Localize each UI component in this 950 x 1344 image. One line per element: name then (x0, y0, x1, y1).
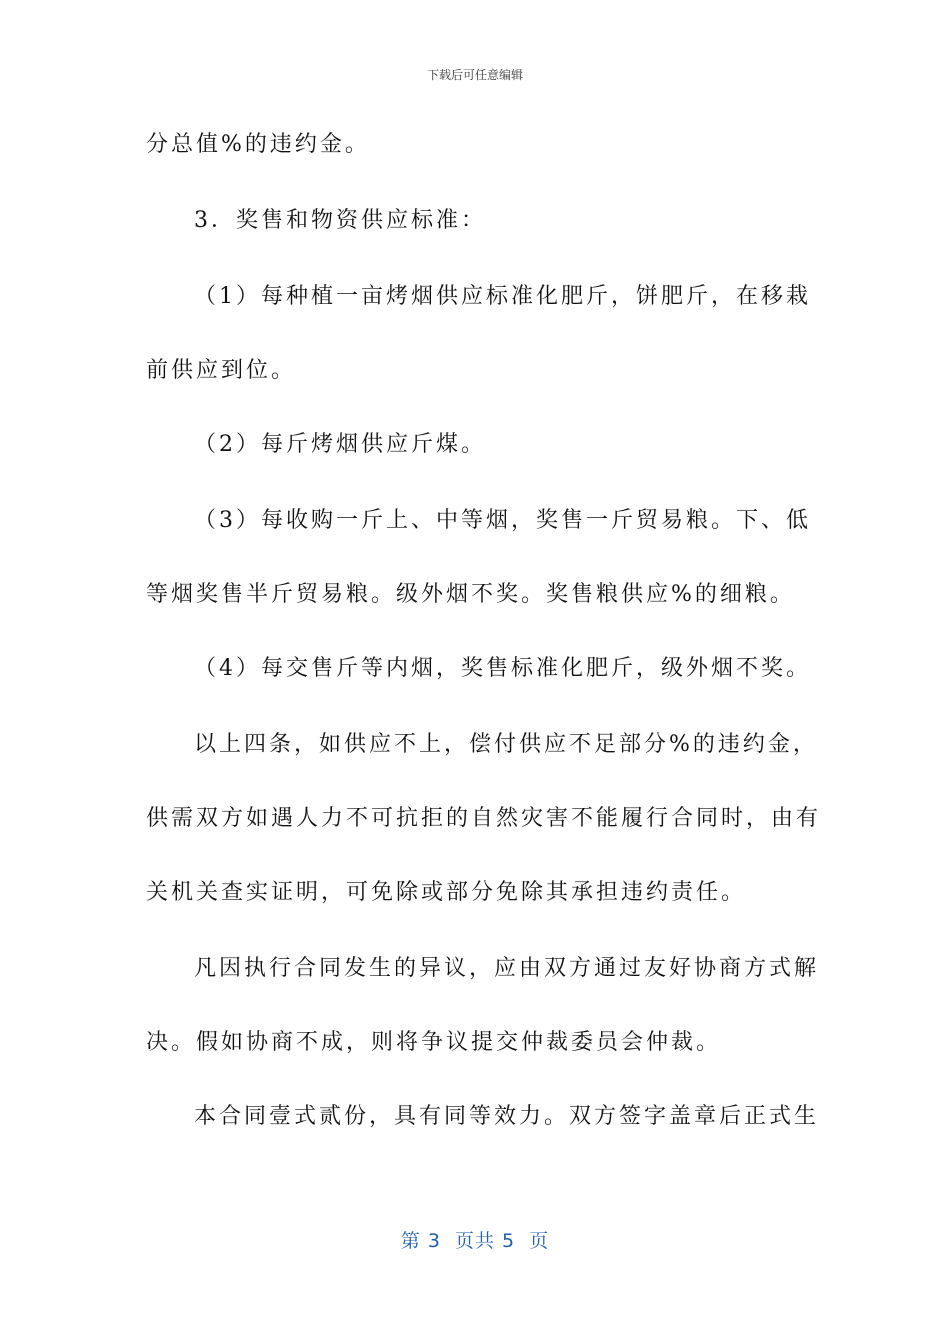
text-line: 供需双方如遇人力不可抗拒的自然灾害不能履行合同时，由有 (146, 806, 822, 831)
page-header: 下载后可任意编辑 (426, 68, 523, 82)
text-line: （2）每斤烤烟供应斤煤。 (194, 432, 486, 457)
text-line: （3）每收购一斤上、中等烟，奖售一斤贸易粮。下、低 (194, 508, 811, 533)
text-line: 凡因执行合同发生的异议，应由双方通过友好协商方式解 (194, 956, 820, 981)
text-line: 前供应到位。 (146, 358, 297, 383)
text-line: （4）每交售斤等内烟，奖售标准化肥斤，级外烟不奖。 (194, 656, 811, 681)
text-line: 3．奖售和物资供应标准： (194, 208, 486, 233)
text-line: （1）每种植一亩烤烟供应标准化肥斤，饼肥斤，在移栽 (194, 284, 811, 309)
text-line: 等烟奖售半斤贸易粮。级外烟不奖。奖售粮供应%的细粮。 (146, 582, 795, 607)
page-footer: 第 3 页共 5 页 (400, 1230, 550, 1252)
text-line: 关机关查实证明，可免除或部分免除其承担违约责任。 (146, 880, 747, 905)
text-line: 决。假如协商不成，则将争议提交仲裁委员会仲裁。 (146, 1030, 722, 1055)
text-line: 本合同壹式贰份，具有同等效力。双方签字盖章后正式生 (194, 1104, 820, 1129)
text-line: 以上四条，如供应不上，偿付供应不足部分%的违约金， (194, 732, 818, 757)
text-line: 分总值%的违约金。 (146, 132, 370, 157)
